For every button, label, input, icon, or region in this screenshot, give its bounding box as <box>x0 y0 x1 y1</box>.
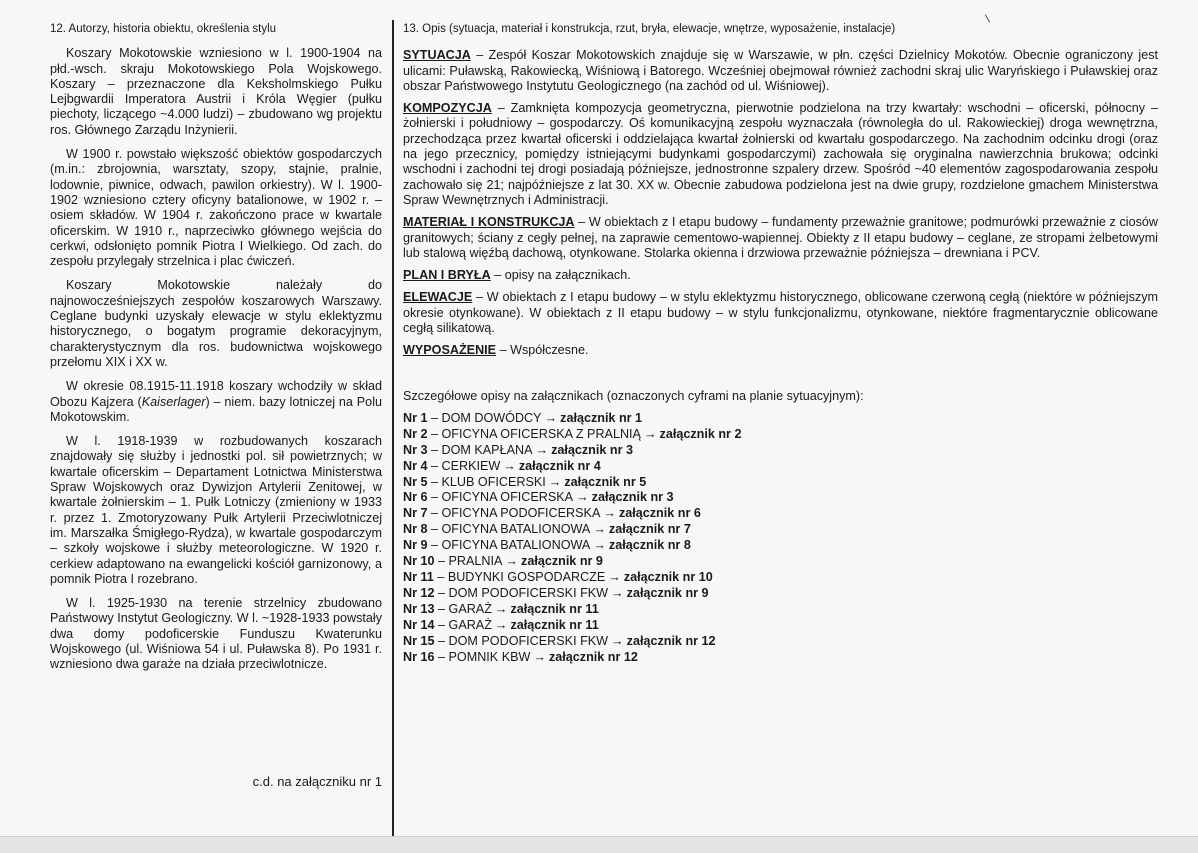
scan-bottom-edge <box>0 836 1198 853</box>
section-head: PLAN I BRYŁA <box>403 268 491 283</box>
attachment-list-item <box>403 570 1158 586</box>
arrow-icon: → <box>548 474 562 489</box>
arrow-icon: → <box>503 458 516 473</box>
description-equipment <box>403 343 1158 358</box>
section-12-title: 12. Autorzy, historia obiektu, określenia stylu <box>50 23 277 35</box>
attachment-list-item <box>403 538 1158 554</box>
item-number: Nr 14 <box>403 617 435 632</box>
attachment-list-item <box>403 411 1158 427</box>
attachment-list-item <box>403 634 1158 650</box>
history-text: W okresie 08.1915-11.1918 koszary wchodziły w skład Obozu Kajzera ( <box>50 379 382 409</box>
section-head: ELEWACJE <box>403 290 473 305</box>
attachment-list-item <box>403 443 1158 459</box>
item-attachment: załącznik nr 3 <box>591 490 674 505</box>
arrow-icon: → <box>611 585 624 600</box>
item-name: – OFICYNA BATALIONOWA <box>427 538 591 553</box>
attachments-intro: Szczegółowe opisy na załącznikach (oznaczonych cyframi na planie sytuacyjnym): <box>403 388 864 403</box>
item-name: – DOM KAPŁANA <box>427 442 533 457</box>
item-number: Nr 9 <box>403 538 428 553</box>
item-number: Nr 6 <box>403 490 428 505</box>
item-name: – DOM PODOFICERSKI FKW <box>434 585 609 600</box>
item-number: Nr 5 <box>403 474 428 489</box>
item-name: – POMNIK KBW <box>434 649 531 664</box>
history-paragraph: W l. 1918-1939 w rozbudowanych koszarach znajdowały się służby i jednostki pol. sił powietrznych; w kwartale oficerskim – Departament Lotnictwa Ministerstwa Spraw Wojskowych oraz Dywizjon Artylerii Zenitowej, w kwartale żołnierskim – 1. Pułk Lotniczy (zmieniony w 1933 r. przez 1. Zmotoryzowany Pułk Artylerii Przeciwlotniczej im. Marszałka Śmigłego-Rydza), w kwartale gospodarczym – szkoły wojskowe i służby meteorologiczne. W 1920 r. cerkiew adaptowano na ewangelicki kościół garnizonowy, a pomnik Piotra I rozebrano. <box>50 434 382 586</box>
item-name: – OFICYNA PODOFICERSKA <box>427 506 601 521</box>
section-head: KOMPOZYCJA <box>403 101 492 116</box>
item-name: – GARAŻ <box>434 617 492 632</box>
item-number: Nr 12 <box>403 585 435 600</box>
history-italic-term: Kaiserlager <box>141 394 206 409</box>
description-situation <box>403 48 1158 94</box>
right-column <box>403 22 1158 665</box>
item-number: Nr 16 <box>403 649 435 664</box>
item-attachment: załącznik nr 5 <box>564 474 647 489</box>
arrow-icon: → <box>593 538 606 553</box>
arrow-icon: → <box>533 649 546 664</box>
item-number: Nr 15 <box>403 633 435 648</box>
item-name: – OFICYNA OFICERSKA Z PRALNIĄ <box>427 426 641 441</box>
history-paragraph: Koszary Mokotowskie należały do najnowocześniejszych zespołów koszarowych Warszawy. Ceglane budynki uzyskały elewacje w stylu eklektyzmu historycznego, o bogatym programie dekoracyjnym, charakterystycznym dla ros. budownictwa wojskowego przełomu XIX i XX w. <box>50 278 382 369</box>
item-name: – GARAŻ <box>434 601 492 616</box>
section-head: SYTUACJA <box>403 48 471 63</box>
section-text: – opisy na załącznikach. <box>490 268 631 283</box>
attachment-list-item <box>403 618 1158 634</box>
item-name: – OFICYNA OFICERSKA <box>427 490 574 505</box>
section-text: – W obiektach z I etapu budowy – w stylu eklektyzmu historycznego, oblicowane czerwoną cegłą (niektóre w późniejszym okresie otynkowane). W obiektach z II etapu budowy – w stylu funkcjonalizmu, otynkowane, niektóre fragmentarycznie oblicowane cegłą silikatową. <box>403 290 1158 336</box>
item-attachment: załącznik nr 9 <box>626 585 709 600</box>
attachment-list-item <box>403 459 1158 475</box>
history-paragraph: W l. 1925-1930 na terenie strzelnicy zbudowano Państwowy Instytut Geologiczny. W l. ~1928-1933 powstały dwa domy podoficerskie Funduszu Kwaterunku Wojskowego (ul. Wiśniowa 54 i ul. Puławska 8). Po 1931 r. wzniesiono dwa garaże na działa przeciwlotnicze. <box>50 596 382 672</box>
arrow-icon: → <box>494 601 508 616</box>
item-attachment: załącznik nr 11 <box>510 617 599 632</box>
description-plan <box>403 268 1158 283</box>
section-head: MATERIAŁ I KONSTRUKCJA <box>403 215 575 230</box>
column-divider <box>392 20 394 838</box>
attachment-list-item <box>403 602 1158 618</box>
item-attachment: załącznik nr 12 <box>548 649 638 664</box>
attachment-list-item <box>403 475 1158 491</box>
section-13-title: 13. Opis (sytuacja, materiał i konstrukcja, rzut, bryła, elewacje, wnętrze, wyposażenie, instalacje) <box>403 23 896 35</box>
item-number: Nr 2 <box>403 426 428 441</box>
attachment-list-item <box>403 554 1158 570</box>
description-elevations <box>403 290 1158 336</box>
history-paragraph: Koszary Mokotowskie wzniesiono w l. 1900-1904 na płd.-wsch. skraju Mokotowskiego Pola Wojskowego. Koszary – przeznaczone dla Keksholmskiego Pułku Lejbgwardii Imperatora Austrii i Króla Węgier (pułku piechoty, liczącego ~4.000 ludzi) – zbudowano wg projektu ros. Głównego Zarządu Inżynierii. <box>50 46 382 137</box>
item-attachment: załącznik nr 10 <box>623 570 713 584</box>
history-paragraph: W 1900 r. powstało większość obiektów gospodarczych (m.in.: zbrojownia, warsztaty, szopy, stajnie, pralnie, lodownie, piwnice, odwach, pawilon orkiestry). W l. 1900-1902 wzniesiono cztery oficyny batalionowe, w 1902 r. – osiem składów. W 1904 r. zakończono prace w kwartale oficerskim. W 1910 r., naprzeciwko głównego wejścia do cerkwi, odsłonięto pomnik Piotra I Wielkiego. Od zach. do zespołu przylegały strzelnica i plac ćwiczeń. <box>50 147 382 269</box>
item-name: – KLUB OFICERSKI <box>427 474 546 489</box>
item-number: Nr 8 <box>403 522 428 537</box>
arrow-icon: → <box>505 554 519 569</box>
item-number: Nr 11 <box>403 570 434 584</box>
item-number: Nr 10 <box>403 554 435 569</box>
attachments-list <box>403 411 1158 666</box>
attachment-list-item <box>403 427 1158 443</box>
section-text: – Zespół Koszar Mokotowskich znajduje się w Warszawie, w płn. części Dzielnicy Mokotów. Obecnie ograniczony jest ulicami: Puławską, Rakowiecką, Wiśniową i Batorego. Wcześniej obejmował również zachodni skraj ulic Waryńskiego i Puławskiej oraz obszar Państwowego Instytutu Geologicznego (na zachód od ul. Wiśniowej). <box>403 48 1158 93</box>
item-attachment: załącznik nr 4 <box>518 458 601 473</box>
item-attachment: załącznik nr 3 <box>551 442 633 457</box>
item-attachment: załącznik nr 9 <box>521 554 603 569</box>
attachment-list-item <box>403 490 1158 506</box>
item-name: – OFICYNA BATALIONOWA <box>427 522 591 537</box>
item-attachment: załącznik nr 12 <box>626 633 716 648</box>
arrow-icon: → <box>544 410 558 425</box>
item-number: Nr 13 <box>403 601 435 616</box>
arrow-icon: → <box>576 490 589 505</box>
item-attachment: załącznik nr 8 <box>608 538 691 553</box>
arrow-icon: → <box>593 522 606 537</box>
item-attachment: załącznik nr 11 <box>510 601 599 616</box>
description-material <box>403 215 1158 261</box>
item-name: – CERKIEW <box>427 458 501 473</box>
item-number: Nr 1 <box>403 410 428 425</box>
item-attachment: załącznik nr 6 <box>618 506 701 521</box>
section-text: – Zamknięta kompozycja geometryczna, pierwotnie podzielona na trzy kwartały: wschodni – oficerski, północny – żołnierski i południowy – gospodarczy. Oś komunikacyjną zespołu wyznaczała (równoległa do ul. Rakowieckiej) droga wewnętrzna, przechodząca przez kwartał oficerski i oddzielająca kwartał żołnierski od kwartału gospodarczego. Na zachodnim odcinku drogi (oraz na jego przecznicy, pomiędzy istniejącymi budynkami gospodarczymi) zachowała się oryginalna nawierzchnia brukowa; odcinki wschodni i zachodni tej drogi posiadają późniejsze, jednostronne szpalery drzew. Spośród ~40 elementów zagospodarowania zespołu zachowało się 21; najpóźniejsze z lat 30. XX w. Obecnie zabudowa podzielona jest na dwie grupy, rozdzielone gmachem Ministerstwa Spraw Wewnętrznych i Administracji. <box>403 101 1158 207</box>
arrow-icon: → <box>494 617 508 632</box>
arrow-icon: → <box>643 426 657 441</box>
arrow-icon: → <box>603 506 616 521</box>
item-number: Nr 4 <box>403 458 428 473</box>
history-text: ) – niem. bazy lotniczej na Polu Mokotowskim. <box>50 394 382 424</box>
attachment-list-item <box>403 586 1158 602</box>
item-name: – DOM PODOFICERSKI FKW <box>434 633 609 648</box>
item-name: – BUDYNKI GOSPODARCZE <box>433 570 606 584</box>
attachment-list-item <box>403 506 1158 522</box>
item-attachment: załącznik nr 1 <box>560 410 643 425</box>
item-number: Nr 7 <box>403 506 428 521</box>
item-number: Nr 3 <box>403 442 428 457</box>
history-paragraph <box>50 379 382 425</box>
description-composition <box>403 101 1158 208</box>
item-attachment: załącznik nr 7 <box>608 522 691 537</box>
item-attachment: załącznik nr 2 <box>659 426 742 441</box>
section-head: WYPOSAŻENIE <box>403 343 497 358</box>
section-text: – W obiektach z I etapu budowy – fundamenty przeważnie granitowe; podmurówki przeważnie z ciosów granitowych; ściany z cegły pełnej, na zaprawie cementowo-wapiennej. Obiekty z II etapu budowy – ceglane, ze stropami żelbetowymi lub stalową więźbą dachową, otynkowane. Stolarka okienna i drzwiowa przeważnie późniejsza – drewniana i PCV. <box>403 215 1158 260</box>
arrow-icon: → <box>535 442 549 457</box>
continuation-note: c.d. na załączniku nr 1 <box>252 774 382 789</box>
item-name: – DOM DOWÓDCY <box>427 410 542 425</box>
arrow-icon: → <box>608 570 621 584</box>
arrow-icon: → <box>611 633 624 648</box>
left-column <box>50 22 382 789</box>
attachment-list-item <box>403 650 1158 666</box>
attachment-list-item <box>403 522 1158 538</box>
item-name: – PRALNIA <box>434 554 503 569</box>
section-text: – Współczesne. <box>496 343 589 358</box>
